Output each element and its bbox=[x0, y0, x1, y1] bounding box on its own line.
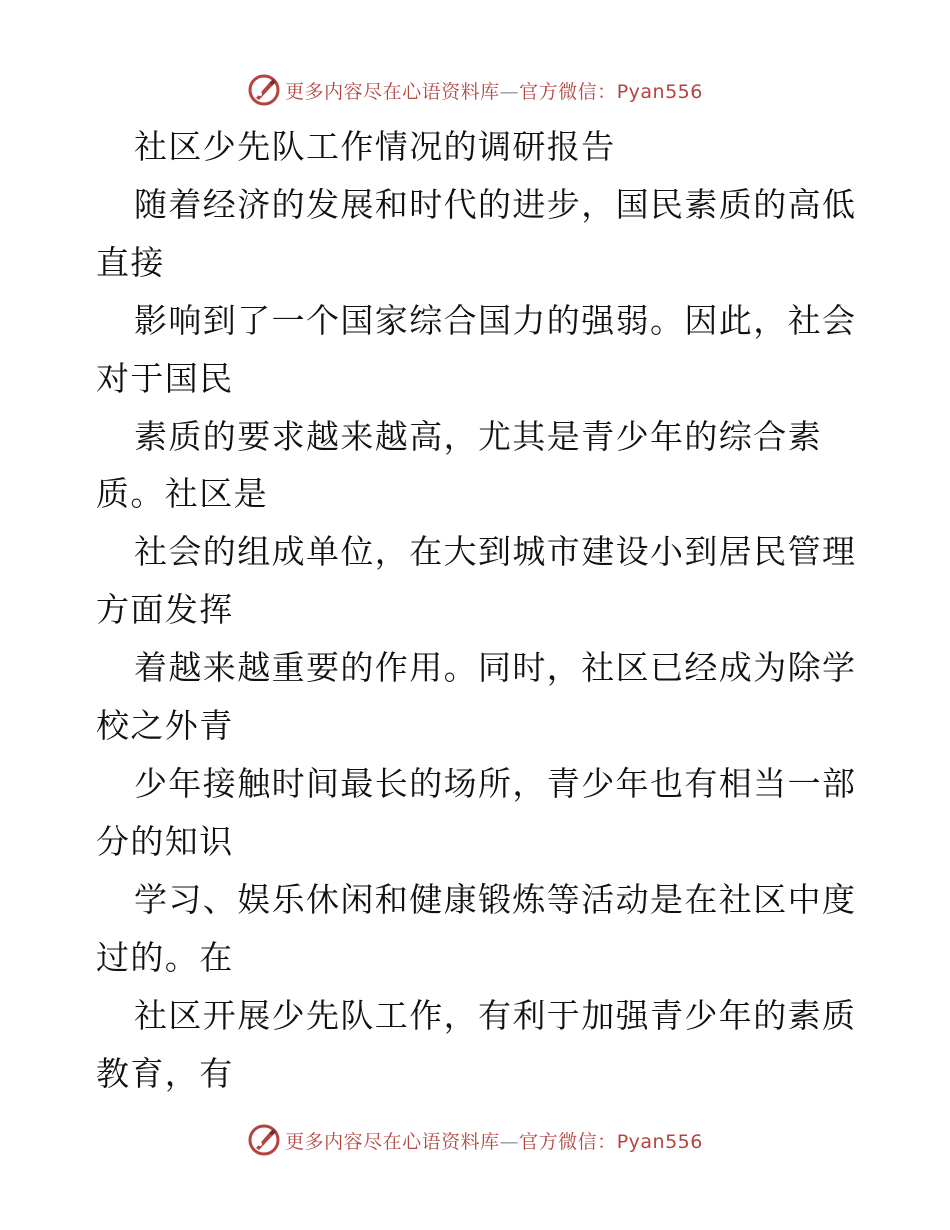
footer-banner-text: 更多内容尽在心语资料库—官方微信：Pyan556 bbox=[285, 1130, 703, 1153]
header-banner-text: 更多内容尽在心语资料库—官方微信：Pyan556 bbox=[285, 80, 703, 103]
text-line: 质。社区是 bbox=[96, 474, 268, 514]
text-line: 直接 bbox=[96, 242, 165, 282]
text-line: 社会的组成单位，在大到城市建设小到居民管理 bbox=[134, 532, 857, 572]
pen-logo-icon bbox=[247, 1123, 281, 1157]
text-line: 教育，有 bbox=[96, 1053, 234, 1093]
text-line: 对于国民 bbox=[96, 358, 234, 398]
text-line: 少年接触时间最长的场所，青少年也有相当一部 bbox=[134, 763, 857, 803]
footer-banner bbox=[0, 1120, 950, 1160]
header-banner bbox=[0, 70, 950, 110]
text-line: 学习、娱乐休闲和健康锻炼等活动是在社区中度 bbox=[134, 879, 857, 919]
text-line: 校之外青 bbox=[96, 706, 234, 746]
text-line: 素质的要求越来越高，尤其是青少年的综合素 bbox=[134, 416, 822, 456]
pen-logo-icon bbox=[247, 73, 281, 107]
text-line: 着越来越重要的作用。同时，社区已经成为除学 bbox=[134, 648, 857, 688]
text-line: 社区开展少先队工作，有利于加强青少年的素质 bbox=[134, 995, 857, 1035]
text-line: 随着经济的发展和时代的进步，国民素质的高低 bbox=[134, 184, 857, 224]
text-line: 影响到了一个国家综合国力的强弱。因此，社会 bbox=[134, 300, 857, 340]
text-line: 分的知识 bbox=[96, 821, 234, 861]
document-body bbox=[96, 118, 856, 1102]
text-line: 过的。在 bbox=[96, 937, 234, 977]
text-line: 方面发挥 bbox=[96, 590, 234, 630]
document-title: 社区少先队工作情况的调研报告 bbox=[134, 127, 616, 166]
